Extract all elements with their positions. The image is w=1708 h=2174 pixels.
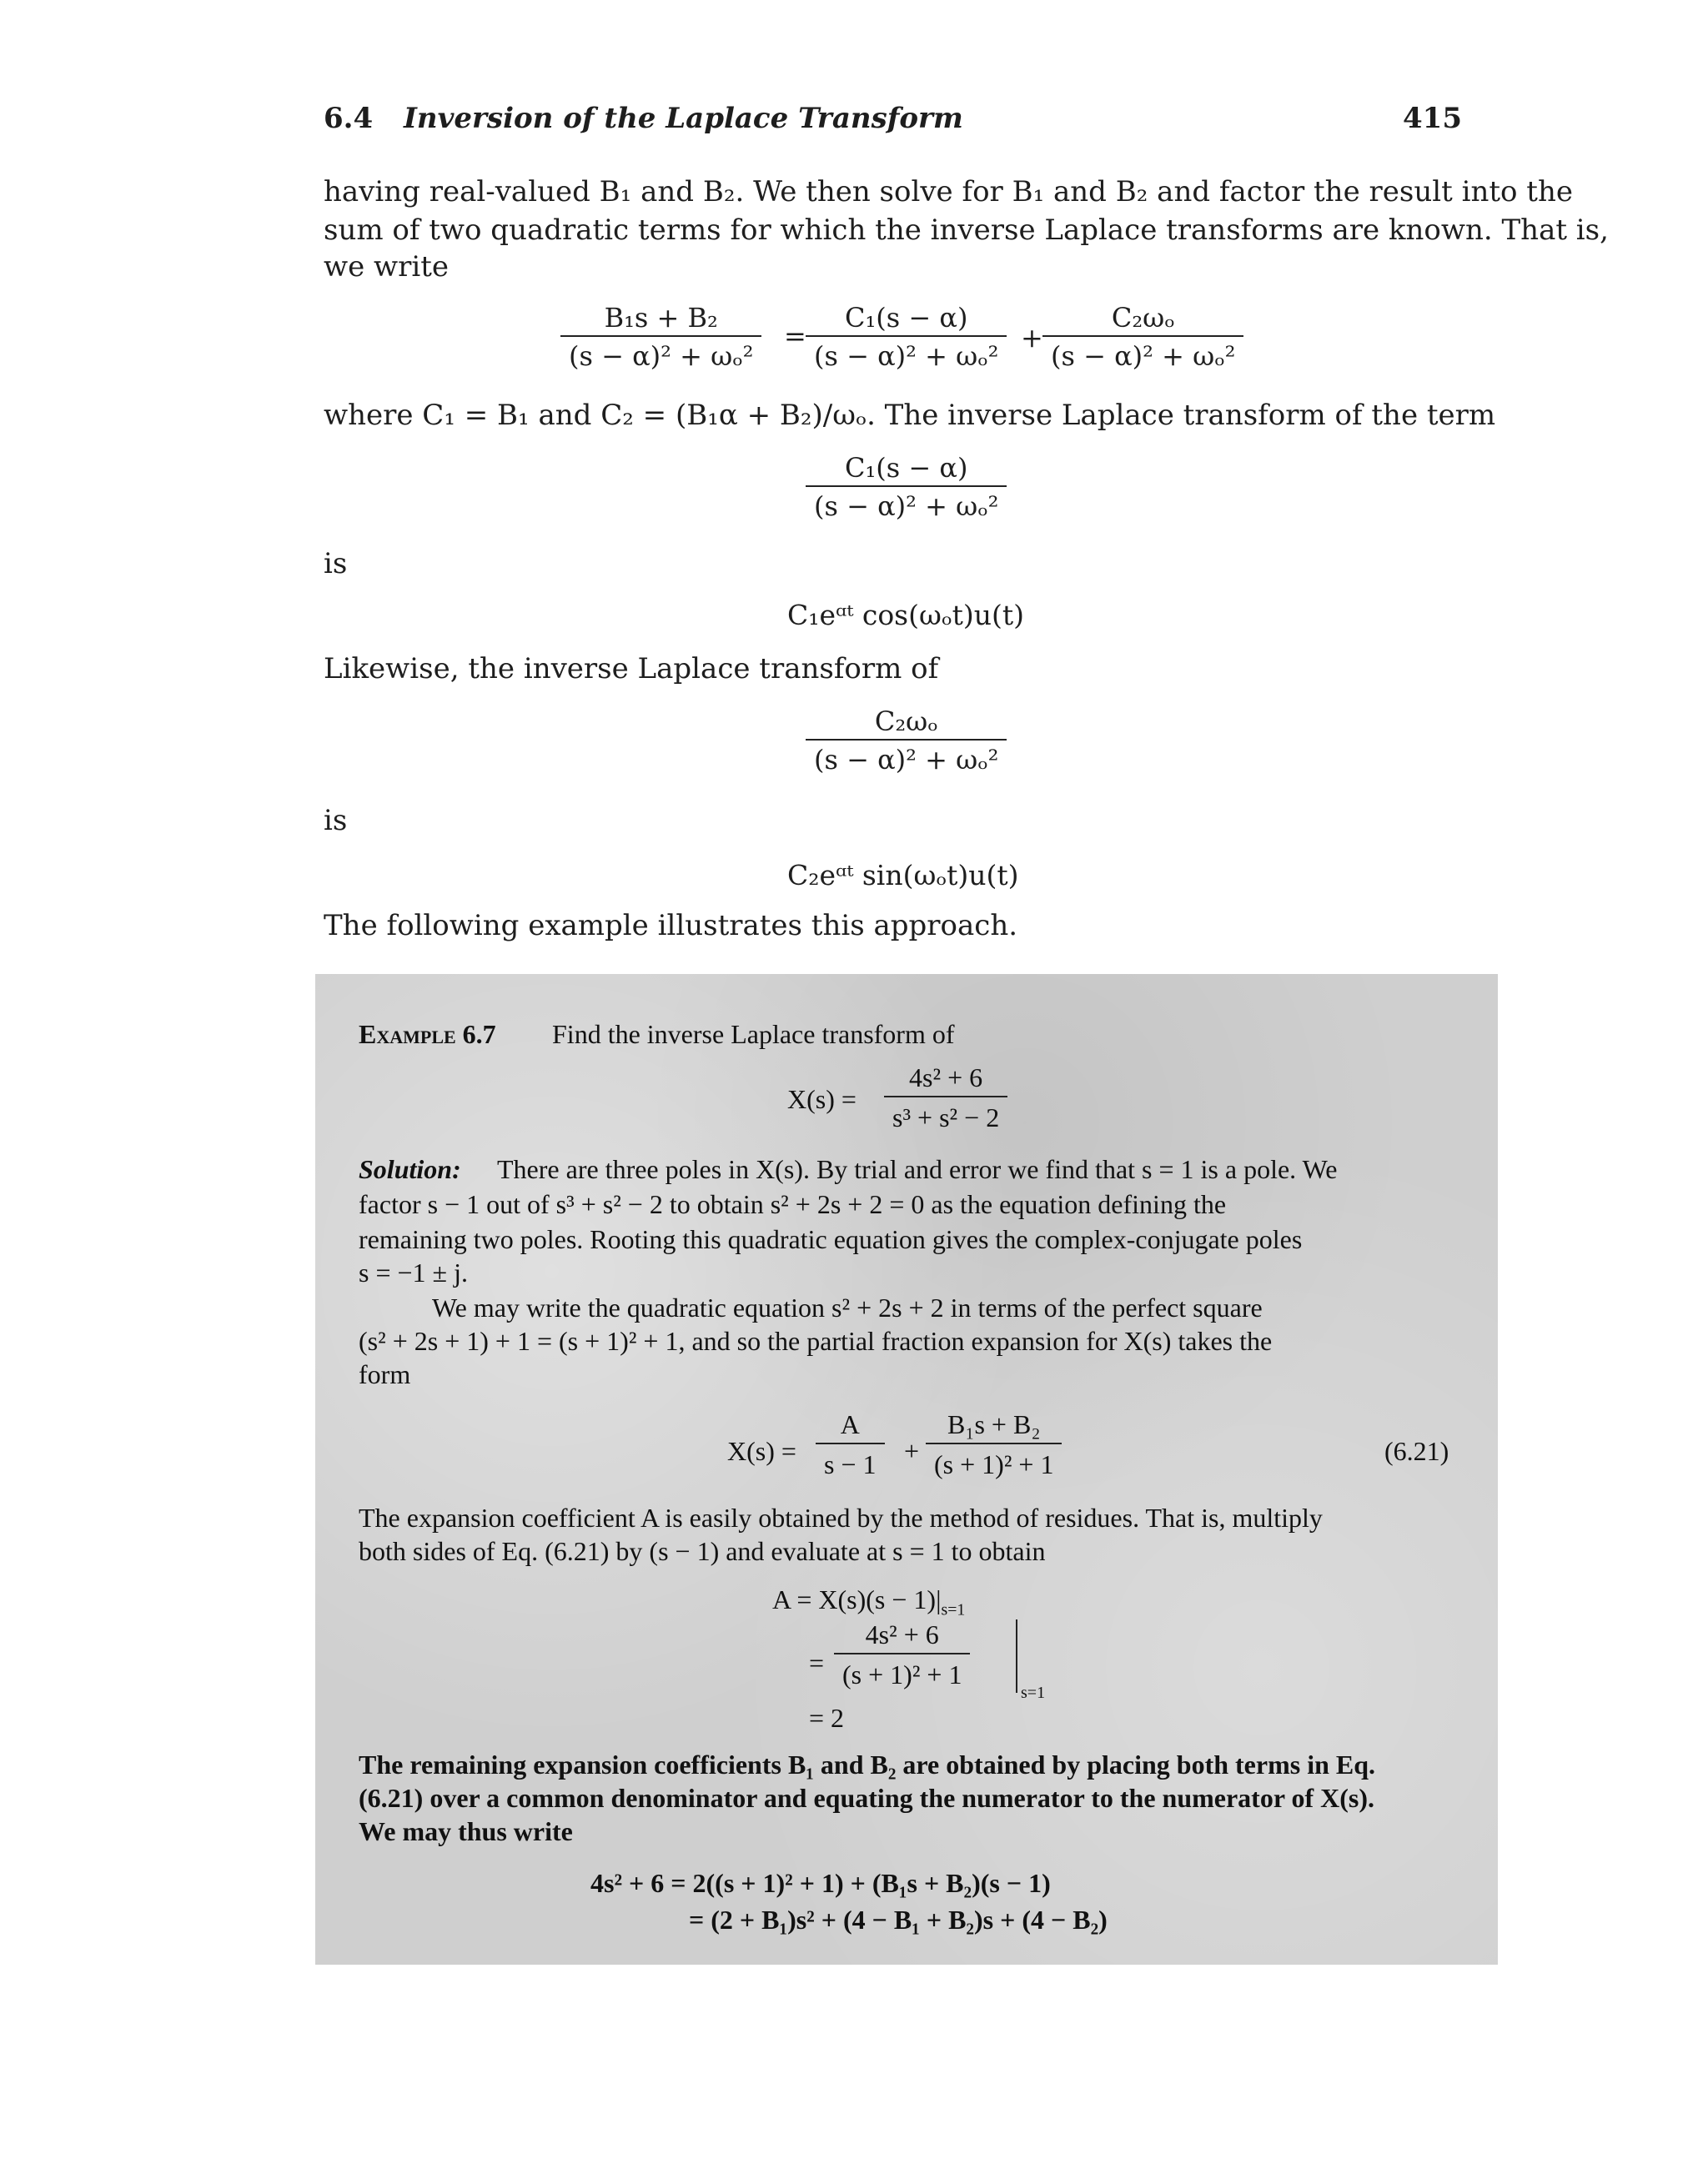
a-line2-eval-bar bbox=[1016, 1619, 1017, 1693]
eq1-term2-numerator: C₂ωₒ bbox=[1111, 302, 1175, 334]
a-line2-eval-point: s=1 bbox=[1021, 1684, 1046, 1702]
is-label-1: is bbox=[324, 547, 348, 580]
xs-fraction bbox=[884, 1061, 1007, 1134]
eq1-term1-fraction bbox=[806, 302, 1007, 372]
eq621-plus: + bbox=[904, 1436, 920, 1466]
eq4-fraction bbox=[806, 705, 1007, 776]
sol-line3: remaining two poles. Rooting this quadratic equation gives the complex-conjugate poles bbox=[359, 1224, 1303, 1254]
p4-line3: We may thus write bbox=[359, 1816, 573, 1846]
likewise-line: Likewise, the inverse Laplace transform of bbox=[324, 652, 939, 685]
following-line: The following example illustrates this approach. bbox=[324, 909, 1018, 942]
p2-line2: (s² + 2s + 1) + 1 = (s + 1)² + 1, and so the partial fraction expansion for X(s) takes the bbox=[359, 1326, 1273, 1356]
a-line3: = 2 bbox=[809, 1703, 845, 1733]
a-line1-text: A = X(s)(s − 1)| bbox=[772, 1584, 942, 1614]
eq1-lhs-numerator: B₁s + B₂ bbox=[604, 302, 718, 334]
solution-label: Solution: bbox=[359, 1154, 461, 1184]
p4-line2: (6.21) over a common denominator and equating the numerator to the numerator of X(s). bbox=[359, 1783, 1374, 1813]
eq1-equals: = bbox=[784, 320, 806, 352]
section-title bbox=[404, 102, 963, 135]
p3-line2: both sides of Eq. (6.21) by (s − 1) and evaluate at s = 1 to obtain bbox=[359, 1536, 1046, 1566]
eq5: C₂eᵅᵗ sin(ωₒt)u(t) bbox=[787, 859, 1019, 891]
sol-line1: There are three poles in X(s). By trial and error we find that s = 1 is a pole. We bbox=[497, 1154, 1338, 1184]
eq3: C₁eᵅᵗ cos(ωₒt)u(t) bbox=[787, 599, 1025, 631]
eq1-term2-denominator: (s − α)² + ωₒ² bbox=[1042, 335, 1243, 372]
page-number: 415 bbox=[1403, 102, 1462, 135]
eq1-plus: + bbox=[1021, 322, 1043, 354]
sol-line4: s = −1 ± j. bbox=[359, 1258, 468, 1288]
example-intro: Find the inverse Laplace transform of bbox=[552, 1019, 955, 1049]
a-line1-eval-point: s=1 bbox=[941, 1600, 966, 1619]
eq1-term2-fraction bbox=[1042, 302, 1243, 372]
para1-line2: sum of two quadratic terms for which the inverse Laplace transforms are known. That is, bbox=[324, 213, 1609, 247]
eq1-term1-numerator: C₁(s − α) bbox=[844, 302, 968, 334]
a-line2-equals: = bbox=[809, 1648, 825, 1678]
eq621-term1-denominator: s − 1 bbox=[816, 1443, 885, 1481]
example-label: Example 6.7 bbox=[359, 1019, 496, 1049]
eq1-term1-denominator: (s − α)² + ωₒ² bbox=[806, 335, 1007, 372]
a-line1 bbox=[772, 1583, 966, 1619]
example-box bbox=[315, 974, 1498, 1965]
xs-lhs: X(s) = bbox=[787, 1084, 857, 1114]
eq621-term2-denominator: (s + 1)² + 1 bbox=[926, 1443, 1062, 1481]
eq2-denominator: (s − α)² + ωₒ² bbox=[806, 485, 1007, 522]
where-line: where C₁ = B₁ and C₂ = (B₁α + B₂)/ωₒ. The inverse Laplace transform of the term bbox=[324, 399, 1496, 432]
para1-line3: we write bbox=[324, 250, 450, 284]
section-title-text: Inversion of the Laplace Transform bbox=[404, 102, 963, 135]
xs-denominator: s³ + s² − 2 bbox=[884, 1096, 1007, 1134]
eq1-lhs-denominator: (s − α)² + ωₒ² bbox=[560, 335, 761, 372]
a-line2-fraction bbox=[834, 1618, 970, 1691]
final-line1: 4s² + 6 = 2((s + 1)² + 1) + (B₁s + B₂)(s − 1) bbox=[590, 1868, 1051, 1898]
sol-line2: factor s − 1 out of s³ + s² − 2 to obtain s² + 2s + 2 = 0 as the equation defining the bbox=[359, 1189, 1227, 1219]
eq621-number: (6.21) bbox=[1384, 1436, 1449, 1466]
p2-line3: form bbox=[359, 1359, 411, 1389]
final-line2: = (2 + B₁)s² + (4 − B₁ + B₂)s + (4 − B₂) bbox=[689, 1905, 1108, 1935]
eq2-numerator: C₁(s − α) bbox=[844, 452, 968, 484]
is-label-2: is bbox=[324, 804, 348, 837]
section-number: 6.4 bbox=[324, 102, 374, 135]
eq2-fraction bbox=[806, 452, 1007, 522]
a-line2-denominator: (s + 1)² + 1 bbox=[834, 1653, 970, 1691]
p4-line1: The remaining expansion coefficients B₁ and B₂ are obtained by placing both terms in Eq. bbox=[359, 1750, 1376, 1780]
a-line2-numerator: 4s² + 6 bbox=[865, 1619, 939, 1649]
p3-line1: The expansion coefficient A is easily obtained by the method of residues. That is, multiply bbox=[359, 1503, 1323, 1533]
para1-line1: having real-valued B₁ and B₂. We then solve for B₁ and B₂ and factor the result into the bbox=[324, 175, 1573, 208]
eq4-denominator: (s − α)² + ωₒ² bbox=[806, 739, 1007, 776]
eq621-term1-fraction bbox=[816, 1408, 885, 1481]
eq4-numerator: C₂ωₒ bbox=[874, 705, 938, 737]
eq1-lhs-fraction bbox=[560, 302, 761, 372]
eq621-term1-numerator: A bbox=[840, 1409, 860, 1439]
eq621-term2-fraction bbox=[926, 1408, 1062, 1481]
xs-numerator: 4s² + 6 bbox=[909, 1062, 983, 1092]
eq621-term2-numerator: B₁s + B₂ bbox=[947, 1409, 1041, 1439]
eq621-lhs: X(s) = bbox=[727, 1436, 796, 1466]
p2-line1: We may write the quadratic equation s² + 2s + 2 in terms of the perfect square bbox=[432, 1293, 1263, 1323]
